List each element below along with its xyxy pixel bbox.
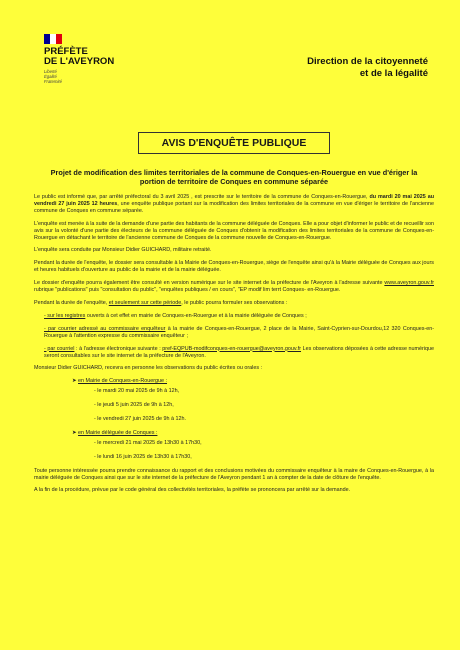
- header: [34, 34, 434, 102]
- paragraph-commissioner: L'enquête sera conduite par Monsieur Didier GUICHARD, militaire retraité.: [34, 247, 212, 254]
- observation-email: - par courriel : à l'adresse électronique suivante : pref-EQPUB-modifconques-en-rouergue@aveyron.gouv.fr Les observations déposées à cette adresse numérique seront consultables sur le site internet de la préfecture de l'Aveyron.: [44, 345, 435, 359]
- paragraph-online: Le dossier d'enquête pourra également être consulté en version numérique sur le site internet de la préfecture de l'Aveyron à l'adresse suivante www.aveyron.gouv.fr rubrique "publications" puis "consultation du public", "enquêtes publiques / en cours", "EP modif lim terrt Conques- en-Rouergue.: [34, 280, 434, 294]
- logo-line1: PRÉFÈTE: [44, 46, 88, 57]
- direction-line1: Direction de la citoyenneté: [307, 56, 428, 67]
- slot-item: - le mercredi 21 mai 2025 de 13h30 à 17h30,: [94, 439, 202, 446]
- location-mairie-conques-en-rouergue: ➤ en Mairie de Conques-en-Rouergue :: [72, 378, 168, 385]
- slot-item: - le mardi 20 mai 2025 de 9h à 12h,: [94, 388, 180, 395]
- direction-name: [307, 56, 428, 80]
- paragraph-permanences: Monsieur Didier GUICHARD, recevra en personne les observations du public écrites ou orales :: [34, 365, 263, 372]
- paragraph-dates: Le public est informé que, par arrêté préfectoral du 3 avril 2025 , est prescrite sur le territoire de la commune de Conques-en-Rouergue, du mardi 20 mai 2025 au vendredi 27 juin 2025 12 heures, une enquête publique portant sur la modification des limites territoriales de la commune en vue d'ériger le territoire de l'ancienne commune de Conques en commune séparée.: [34, 194, 434, 214]
- motto-line: Liberté: [44, 69, 57, 74]
- paragraph-conclusion: A la fin de la procédure, prévue par le code général des collectivités territoriales, la préfète se prononcera par arrêté sur la demande.: [34, 487, 351, 494]
- paragraph-consultation: Pendant la durée de l'enquête, le dossier sera consultable à la Mairie de Conques-en-Rouergue, siège de l'enquête ainsi qu'à la Mairie déléguée de Conques aux jours et heures habituels d'ouverture au public de la mairie et de la mairie déléguée.: [34, 260, 434, 274]
- motto-line: Fraternité: [44, 79, 62, 84]
- slot-item: - le lundi 16 juin 2025 de 13h30 à 17h30,: [94, 453, 192, 460]
- direction-line2: et de la légalité: [359, 68, 428, 79]
- email-link[interactable]: pref-EQPUB-modifconques-en-rouergue@aveyron.gouv.fr: [162, 345, 302, 352]
- slot-item: - le vendredi 27 juin 2025 de 9h à 12h.: [94, 416, 187, 423]
- flag-icon: [44, 34, 62, 44]
- arrow-icon: ➤: [72, 378, 79, 385]
- paragraph-purpose: L'enquête est menée à la suite de la demande d'une partie des habitants de la commune déléguée de Conques. Elle a pour objet d'informer le public et de recueillir son avis sur la volonté d'une partie des électeurs de la commune déléguée de Conques d'obtenir la modification des limites territoriales de la commune de Conques-en-Rouergue en détachant le territoire de l'ancienne commune de Conques de la commune nouvelle de Conques-en-Rouergue.: [34, 220, 434, 241]
- website-link[interactable]: www.aveyron.gouv.fr: [384, 280, 434, 287]
- arrow-icon: ➤: [72, 429, 79, 436]
- paragraph-report: Toute personne intéressée pourra prendre connaissance du rapport et des conclusions motivées du commissaire enquêteur à la maire de Conques-en-Rouergue, à la mairie déléguée de Conques ainsi que sur le site internet de la préfecture de l'Aveyron pendant 1 an à compter de la date de clôture de l'enquête.: [34, 467, 434, 481]
- observation-mail: - par courrier adressé au commissaire enquêteur à la mairie de Conques-en-Rouergue, 2 place de la Mairie, Saint-Cyprien-sur-Dourdou,12 320 Conques-en-Rouergue à l'attention expresse du commissaire enquêteur ;: [44, 325, 434, 339]
- page-title: AVIS D'ENQUÊTE PUBLIQUE: [138, 132, 330, 154]
- prefecture-logo: [44, 34, 114, 84]
- observation-registers: - sur les registres ouverts à cet effet en mairie de Conques-en-Rouergue et à la mairie déléguée de Conques ;: [44, 312, 307, 319]
- motto-line: Égalité: [44, 74, 57, 79]
- logo-line2: DE L'AVEYRON: [44, 56, 115, 67]
- notice-body: [34, 194, 434, 494]
- paragraph-observations: Pendant la durée de l'enquête, et seulement sur cette période, le public pourra formuler ses observations :: [34, 299, 288, 306]
- location-mairie-deleguee-conques: ➤ en Mairie déléguée de Conques :: [72, 429, 158, 436]
- subtitle: Projet de modification des limites territoriales de la commune de Conques-en-Rouergue en vue d'ériger la portion de territoire de Conques en commune séparée: [50, 168, 418, 186]
- motto: [44, 69, 114, 84]
- slot-item: - le jeudi 5 juin 2025 de 9h à 12h,: [94, 402, 174, 409]
